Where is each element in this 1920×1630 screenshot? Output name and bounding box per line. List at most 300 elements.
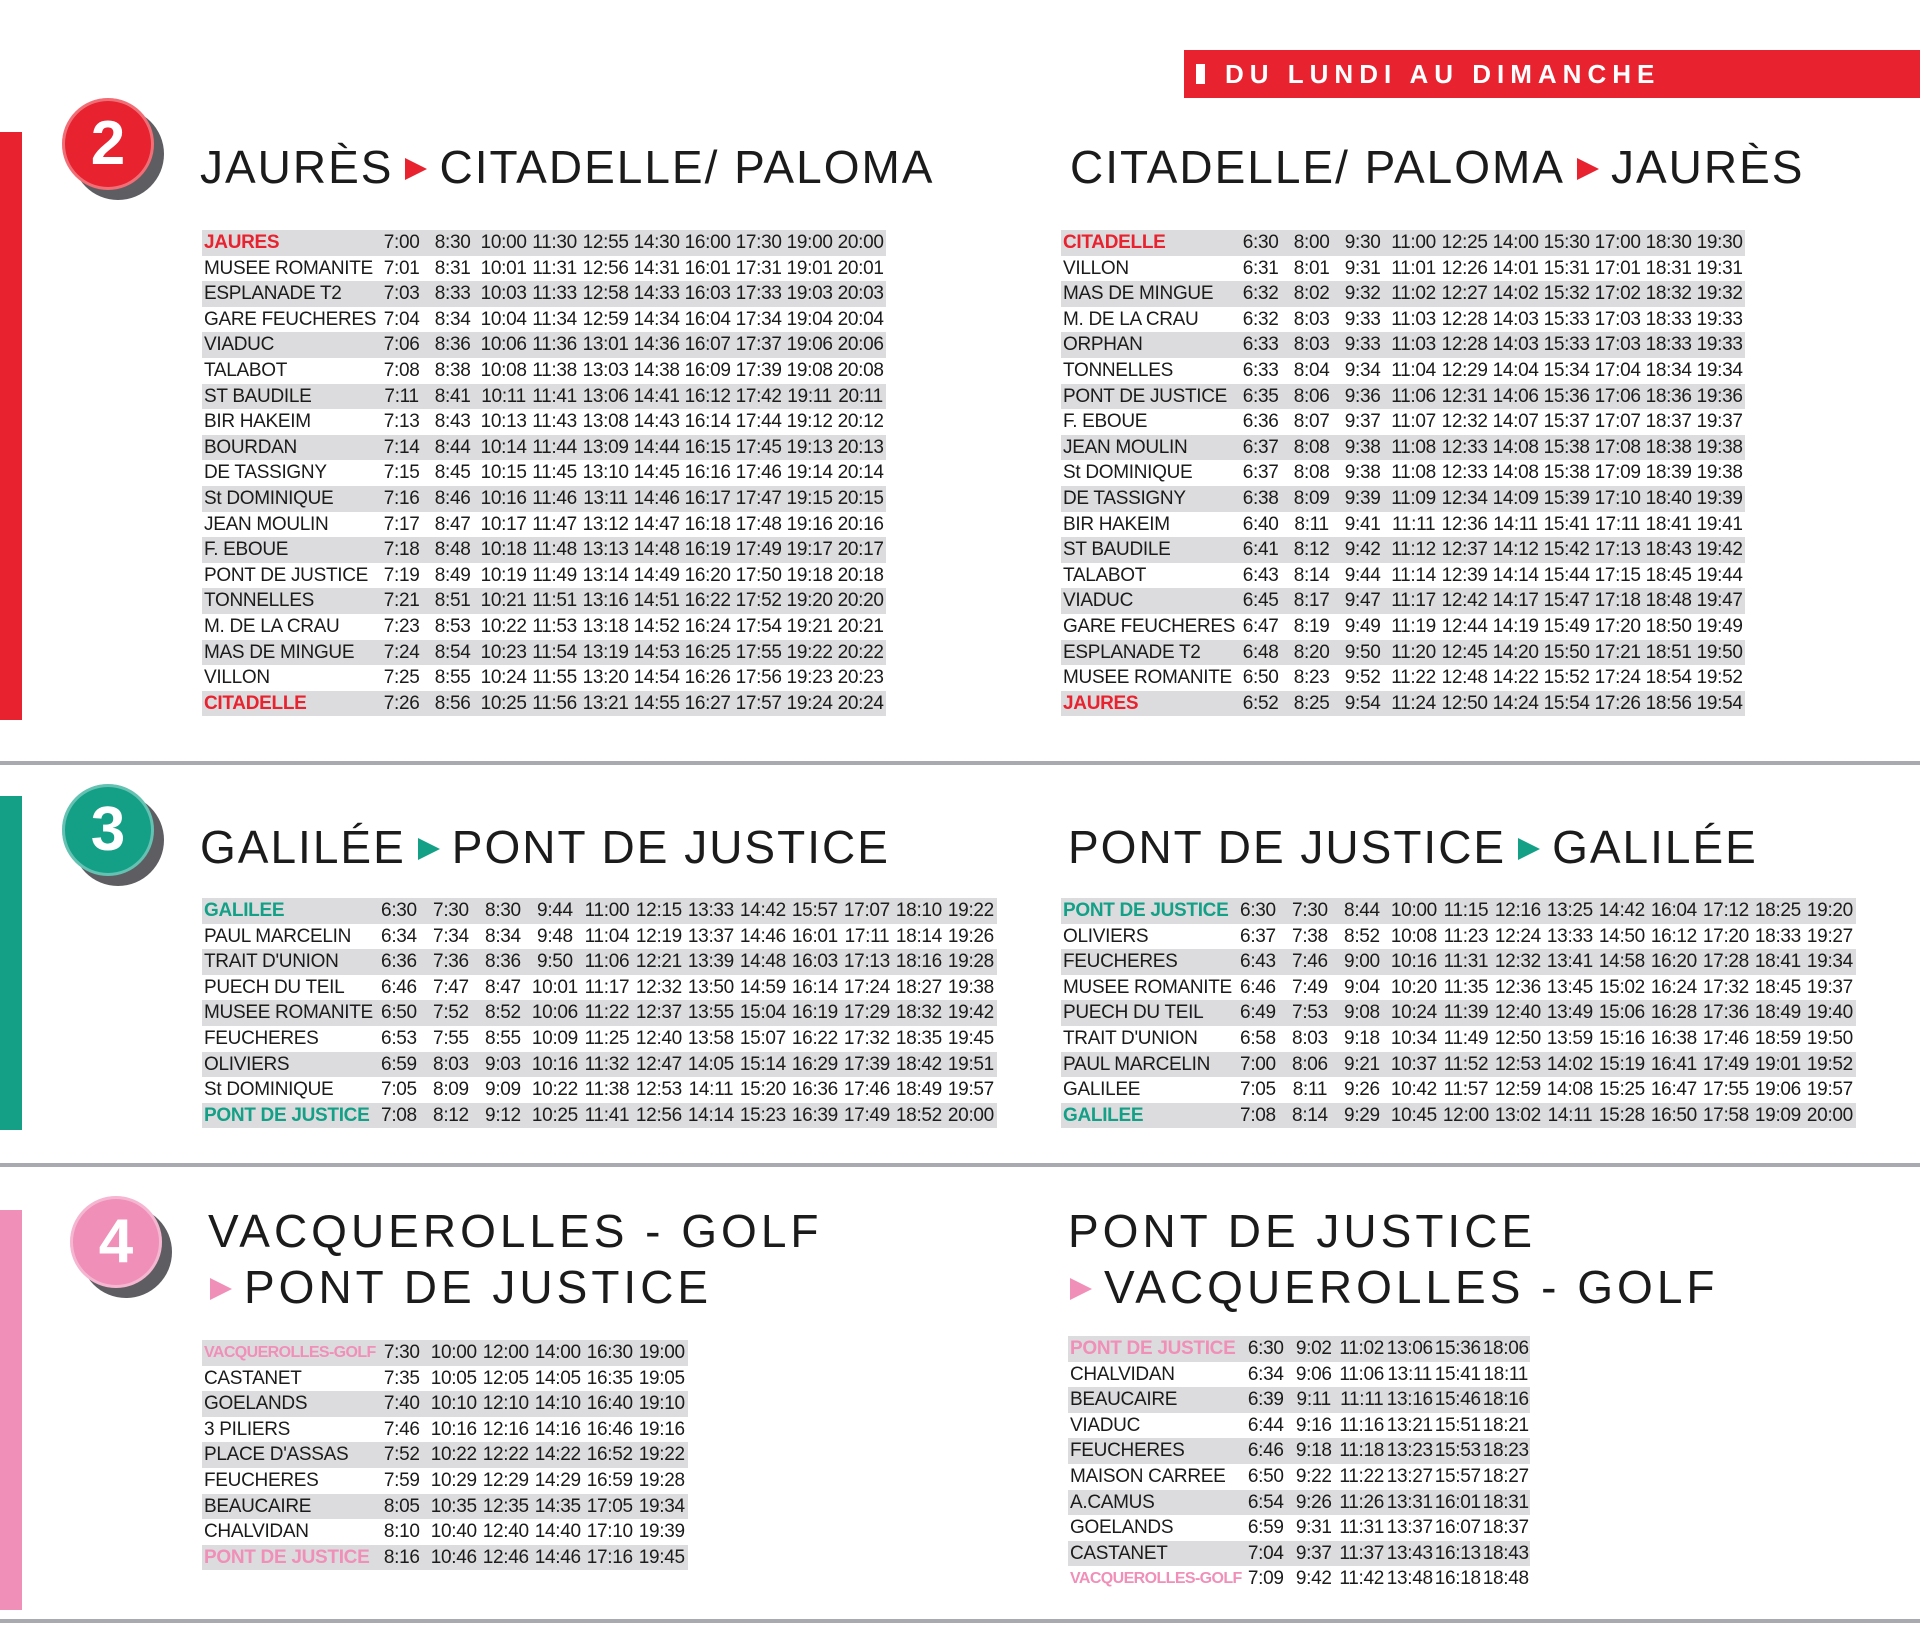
departure-time: 11:55 xyxy=(529,665,580,691)
departure-time: 17:11 xyxy=(841,924,893,950)
departure-time: 13:01 xyxy=(580,332,631,358)
table-row xyxy=(202,537,886,563)
departure-time: 11:07 xyxy=(1388,409,1439,435)
table-row xyxy=(202,614,886,640)
departure-time: 7:01 xyxy=(376,256,427,282)
departure-time: 8:44 xyxy=(1336,898,1388,924)
route-title xyxy=(1068,1204,1719,1314)
table-row xyxy=(1068,1515,1530,1541)
departure-time: 19:36 xyxy=(1694,384,1745,410)
departure-time: 14:46 xyxy=(631,486,682,512)
departure-time: 9:37 xyxy=(1290,1541,1338,1567)
departure-time: 8:04 xyxy=(1286,358,1337,384)
departure-time: 16:14 xyxy=(789,975,841,1001)
stop-name: CITADELLE xyxy=(1061,230,1235,256)
direction-arrow-icon xyxy=(210,1278,232,1300)
departure-time: 14:46 xyxy=(532,1545,584,1571)
departure-time: 12:56 xyxy=(580,256,631,282)
departure-time: 15:36 xyxy=(1434,1336,1482,1362)
departure-time: 9:32 xyxy=(1337,281,1388,307)
departure-time: 17:13 xyxy=(1592,537,1643,563)
departure-time: 9:31 xyxy=(1337,256,1388,282)
departure-time: 20:22 xyxy=(835,640,886,666)
departure-time: 14:54 xyxy=(631,665,682,691)
departure-time: 16:18 xyxy=(1434,1566,1482,1592)
departure-time: 6:59 xyxy=(1242,1515,1290,1541)
departure-time: 10:21 xyxy=(478,588,529,614)
departure-time: 11:57 xyxy=(1440,1077,1492,1103)
table-row xyxy=(202,230,886,256)
departure-time: 12:46 xyxy=(480,1545,532,1571)
departure-time: 13:25 xyxy=(1544,898,1596,924)
departure-time: 14:30 xyxy=(631,230,682,256)
departure-time: 14:49 xyxy=(631,563,682,589)
table-row xyxy=(1061,1026,1856,1052)
table-row xyxy=(1061,1077,1856,1103)
stop-name: TALABOT xyxy=(1061,563,1235,589)
departure-time: 17:57 xyxy=(733,691,784,717)
departure-time: 16:01 xyxy=(789,924,841,950)
departure-time: 19:52 xyxy=(1694,665,1745,691)
departure-time: 11:54 xyxy=(529,640,580,666)
departure-time: 17:04 xyxy=(1592,358,1643,384)
departure-time: 18:59 xyxy=(1752,1026,1804,1052)
departure-time: 6:53 xyxy=(373,1026,425,1052)
departure-time: 18:37 xyxy=(1482,1515,1530,1541)
departure-time: 6:37 xyxy=(1232,924,1284,950)
departure-time: 19:42 xyxy=(945,1000,997,1026)
departure-time: 20:18 xyxy=(835,563,886,589)
departure-time: 10:09 xyxy=(529,1026,581,1052)
departure-time: 16:38 xyxy=(1648,1026,1700,1052)
direction-arrow-icon xyxy=(418,838,440,860)
departure-time: 12:19 xyxy=(633,924,685,950)
departure-time: 18:49 xyxy=(1752,1000,1804,1026)
table-row xyxy=(202,1340,688,1366)
stop-name: F. EBOUE xyxy=(202,537,376,563)
departure-time: 17:12 xyxy=(1700,898,1752,924)
departure-time: 17:32 xyxy=(841,1026,893,1052)
stop-name: M. DE LA CRAU xyxy=(1061,307,1235,333)
departure-time: 14:05 xyxy=(685,1052,737,1078)
departure-time: 8:52 xyxy=(1336,924,1388,950)
departure-time: 19:05 xyxy=(636,1366,688,1392)
departure-time: 7:47 xyxy=(425,975,477,1001)
departure-time: 18:40 xyxy=(1643,486,1694,512)
departure-time: 17:31 xyxy=(733,256,784,282)
departure-time: 12:28 xyxy=(1439,307,1490,333)
departure-time: 13:08 xyxy=(580,409,631,435)
table-row xyxy=(1068,1387,1530,1413)
route-origin: GALILÉE xyxy=(200,821,406,873)
departure-time: 8:47 xyxy=(427,512,478,538)
departure-time: 9:39 xyxy=(1337,486,1388,512)
departure-time: 7:09 xyxy=(1242,1566,1290,1592)
departure-time: 11:02 xyxy=(1338,1336,1386,1362)
departure-time: 7:21 xyxy=(376,588,427,614)
departure-time: 17:28 xyxy=(1700,949,1752,975)
departure-time: 6:35 xyxy=(1235,384,1286,410)
departure-time: 17:13 xyxy=(841,949,893,975)
departure-time: 16:00 xyxy=(682,230,733,256)
departure-time: 13:14 xyxy=(580,563,631,589)
table-row xyxy=(202,281,886,307)
table-row xyxy=(1061,409,1745,435)
departure-time: 13:16 xyxy=(1386,1387,1434,1413)
departure-time: 19:38 xyxy=(1694,435,1745,461)
departure-time: 13:39 xyxy=(685,949,737,975)
table-row xyxy=(1061,975,1856,1001)
departure-time: 10:15 xyxy=(478,460,529,486)
table-row xyxy=(1061,384,1745,410)
departure-time: 6:30 xyxy=(1235,230,1286,256)
departure-time: 12:16 xyxy=(1492,898,1544,924)
departure-time: 8:38 xyxy=(427,358,478,384)
departure-time: 6:32 xyxy=(1235,307,1286,333)
departure-time: 17:45 xyxy=(733,435,784,461)
departure-time: 7:40 xyxy=(376,1391,428,1417)
departure-time: 8:03 xyxy=(1284,1026,1336,1052)
table-row xyxy=(1061,665,1745,691)
departure-time: 9:12 xyxy=(477,1103,529,1129)
departure-time: 10:19 xyxy=(478,563,529,589)
departure-time: 19:45 xyxy=(636,1545,688,1571)
departure-time: 7:34 xyxy=(425,924,477,950)
line-4-badge xyxy=(70,1196,162,1288)
departure-time: 9:48 xyxy=(529,924,581,950)
departure-time: 19:23 xyxy=(784,665,835,691)
departure-time: 7:26 xyxy=(376,691,427,717)
table-row xyxy=(1068,1438,1530,1464)
stop-name: TRAIT D'UNION xyxy=(1061,1026,1232,1052)
departure-time: 8:12 xyxy=(425,1103,477,1129)
table-row xyxy=(202,332,886,358)
departure-time: 16:30 xyxy=(584,1340,636,1366)
departure-time: 6:40 xyxy=(1235,512,1286,538)
departure-time: 15:42 xyxy=(1541,537,1592,563)
departure-time: 7:52 xyxy=(376,1442,428,1468)
departure-time: 16:07 xyxy=(1434,1515,1482,1541)
departure-time: 14:07 xyxy=(1490,409,1541,435)
table-row xyxy=(1061,1052,1856,1078)
departure-time: 19:20 xyxy=(784,588,835,614)
departure-time: 9:31 xyxy=(1290,1515,1338,1541)
departure-time: 14:41 xyxy=(631,384,682,410)
departure-time: 13:12 xyxy=(580,512,631,538)
departure-time: 19:37 xyxy=(1804,975,1856,1001)
departure-time: 9:33 xyxy=(1337,307,1388,333)
departure-time: 12:22 xyxy=(480,1442,532,1468)
departure-time: 18:16 xyxy=(1482,1387,1530,1413)
stop-name: PAUL MARCELIN xyxy=(202,924,373,950)
departure-time: 10:05 xyxy=(428,1366,480,1392)
departure-time: 10:08 xyxy=(478,358,529,384)
departure-time: 17:46 xyxy=(1700,1026,1752,1052)
departure-time: 16:17 xyxy=(682,486,733,512)
table-row xyxy=(202,409,886,435)
departure-time: 14:42 xyxy=(1596,898,1648,924)
departure-time: 16:15 xyxy=(682,435,733,461)
departure-time: 10:06 xyxy=(529,1000,581,1026)
departure-time: 8:19 xyxy=(1286,614,1337,640)
departure-time: 16:24 xyxy=(1648,975,1700,1001)
departure-time: 17:49 xyxy=(733,537,784,563)
table-row xyxy=(1061,949,1856,975)
departure-time: 16:16 xyxy=(682,460,733,486)
departure-time: 19:57 xyxy=(1804,1077,1856,1103)
departure-time: 6:47 xyxy=(1235,614,1286,640)
departure-time: 14:06 xyxy=(1490,384,1541,410)
departure-time: 19:41 xyxy=(1694,512,1745,538)
departure-time: 14:20 xyxy=(1490,640,1541,666)
table-row xyxy=(202,1366,688,1392)
departure-time: 15:51 xyxy=(1434,1413,1482,1439)
departure-time: 10:18 xyxy=(478,537,529,563)
table-row xyxy=(202,307,886,333)
departure-time: 6:33 xyxy=(1235,332,1286,358)
stop-name: JAURES xyxy=(202,230,376,256)
stop-name: JEAN MOULIN xyxy=(1061,435,1235,461)
route-origin: PONT DE JUSTICE xyxy=(1068,1205,1537,1257)
departure-time: 12:33 xyxy=(1439,460,1490,486)
departure-time: 19:34 xyxy=(1694,358,1745,384)
table-row xyxy=(202,1103,997,1129)
departure-time: 11:42 xyxy=(1338,1566,1386,1592)
departure-time: 10:16 xyxy=(529,1052,581,1078)
line-3-color-bar xyxy=(0,796,22,1130)
departure-time: 10:24 xyxy=(478,665,529,691)
departure-time: 8:53 xyxy=(427,614,478,640)
departure-time: 7:08 xyxy=(373,1103,425,1129)
departure-time: 11:06 xyxy=(1338,1362,1386,1388)
stop-name: St DOMINIQUE xyxy=(202,1077,373,1103)
departure-time: 11:04 xyxy=(581,924,633,950)
departure-time: 12:16 xyxy=(480,1417,532,1443)
departure-time: 18:34 xyxy=(1643,358,1694,384)
route-origin: VACQUEROLLES - GOLF xyxy=(208,1205,823,1257)
departure-time: 13:11 xyxy=(1386,1362,1434,1388)
departure-time: 7:49 xyxy=(1284,975,1336,1001)
table-row xyxy=(202,358,886,384)
departure-time: 18:51 xyxy=(1643,640,1694,666)
departure-time: 20:12 xyxy=(835,409,886,435)
departure-time: 20:04 xyxy=(835,307,886,333)
table-row xyxy=(202,1494,688,1520)
departure-time: 13:45 xyxy=(1544,975,1596,1001)
departure-time: 19:34 xyxy=(636,1494,688,1520)
departure-time: 14:48 xyxy=(737,949,789,975)
departure-time: 12:37 xyxy=(1439,537,1490,563)
departure-time: 11:30 xyxy=(529,230,580,256)
departure-time: 13:27 xyxy=(1386,1464,1434,1490)
departure-time: 9:37 xyxy=(1337,409,1388,435)
departure-time: 17:20 xyxy=(1700,924,1752,950)
departure-time: 10:45 xyxy=(1388,1103,1440,1129)
departure-time: 9:38 xyxy=(1337,435,1388,461)
departure-time: 13:55 xyxy=(685,1000,737,1026)
stop-name: BIR HAKEIM xyxy=(1061,512,1235,538)
departure-time: 8:16 xyxy=(376,1545,428,1571)
departure-time: 19:50 xyxy=(1694,640,1745,666)
departure-time: 9:26 xyxy=(1336,1077,1388,1103)
stop-name: VIADUC xyxy=(1068,1413,1242,1439)
departure-time: 14:52 xyxy=(631,614,682,640)
departure-time: 12:25 xyxy=(1439,230,1490,256)
stop-name: PAUL MARCELIN xyxy=(1061,1052,1232,1078)
departure-time: 9:41 xyxy=(1337,512,1388,538)
table-row xyxy=(202,1026,997,1052)
departure-time: 18:10 xyxy=(893,898,945,924)
departure-time: 19:42 xyxy=(1694,537,1745,563)
departure-time: 19:26 xyxy=(945,924,997,950)
departure-time: 9:52 xyxy=(1337,665,1388,691)
departure-time: 7:35 xyxy=(376,1366,428,1392)
stop-name: ESPLANADE T2 xyxy=(1061,640,1235,666)
departure-time: 11:11 xyxy=(1388,512,1439,538)
departure-time: 7:38 xyxy=(1284,924,1336,950)
table-row xyxy=(1061,230,1745,256)
stop-name: GALILEE xyxy=(1061,1103,1232,1129)
departure-time: 15:23 xyxy=(737,1103,789,1129)
departure-time: 7:08 xyxy=(1232,1103,1284,1129)
table-row xyxy=(202,563,886,589)
departure-time: 18:39 xyxy=(1643,460,1694,486)
departure-time: 14:02 xyxy=(1544,1052,1596,1078)
departure-time: 17:46 xyxy=(841,1077,893,1103)
departure-time: 17:09 xyxy=(1592,460,1643,486)
departure-time: 10:16 xyxy=(478,486,529,512)
departure-time: 17:08 xyxy=(1592,435,1643,461)
departure-time: 10:40 xyxy=(428,1519,480,1545)
departure-time: 19:22 xyxy=(945,898,997,924)
departure-time: 18:49 xyxy=(893,1077,945,1103)
departure-time: 18:21 xyxy=(1482,1413,1530,1439)
departure-time: 17:05 xyxy=(584,1494,636,1520)
departure-time: 14:50 xyxy=(1596,924,1648,950)
line-number: 4 xyxy=(70,1196,162,1288)
departure-time: 19:16 xyxy=(784,512,835,538)
departure-time: 14:14 xyxy=(1490,563,1541,589)
departure-time: 14:02 xyxy=(1490,281,1541,307)
departure-time: 12:32 xyxy=(633,975,685,1001)
table-row xyxy=(202,665,886,691)
departure-time: 6:48 xyxy=(1235,640,1286,666)
departure-time: 11:36 xyxy=(529,332,580,358)
departure-time: 6:50 xyxy=(1242,1464,1290,1490)
route-title xyxy=(200,820,890,874)
departure-time: 17:55 xyxy=(733,640,784,666)
line-3-badge xyxy=(62,784,154,876)
departure-time: 9:34 xyxy=(1337,358,1388,384)
departure-time: 7:04 xyxy=(376,307,427,333)
departure-time: 8:43 xyxy=(427,409,478,435)
departure-time: 16:59 xyxy=(584,1468,636,1494)
departure-time: 10:22 xyxy=(428,1442,480,1468)
departure-time: 10:25 xyxy=(478,691,529,717)
departure-time: 11:18 xyxy=(1338,1438,1386,1464)
table-row xyxy=(1068,1464,1530,1490)
departure-time: 18:25 xyxy=(1752,898,1804,924)
table-row xyxy=(1061,358,1745,384)
direction-arrow-icon xyxy=(1518,838,1540,860)
departure-time: 19:33 xyxy=(1694,307,1745,333)
departure-time: 19:20 xyxy=(1804,898,1856,924)
departure-time: 18:36 xyxy=(1643,384,1694,410)
departure-time: 11:03 xyxy=(1388,332,1439,358)
stop-name: PONT DE JUSTICE xyxy=(202,1545,376,1571)
departure-time: 6:37 xyxy=(1235,460,1286,486)
departure-time: 12:40 xyxy=(1492,1000,1544,1026)
departure-time: 18:35 xyxy=(893,1026,945,1052)
departure-time: 14:45 xyxy=(631,460,682,486)
departure-time: 8:00 xyxy=(1286,230,1337,256)
departure-time: 14:31 xyxy=(631,256,682,282)
departure-time: 11:39 xyxy=(1440,1000,1492,1026)
departure-time: 9:18 xyxy=(1336,1026,1388,1052)
departure-time: 15:57 xyxy=(789,898,841,924)
departure-time: 10:20 xyxy=(1388,975,1440,1001)
departure-time: 16:20 xyxy=(1648,949,1700,975)
departure-time: 9:21 xyxy=(1336,1052,1388,1078)
departure-time: 8:25 xyxy=(1286,691,1337,717)
departure-time: 11:35 xyxy=(1440,975,1492,1001)
departure-time: 19:27 xyxy=(1804,924,1856,950)
departure-time: 8:06 xyxy=(1286,384,1337,410)
departure-time: 14:04 xyxy=(1490,358,1541,384)
stop-name: PUECH DU TEIL xyxy=(1061,1000,1232,1026)
stop-name: GOELANDS xyxy=(202,1391,376,1417)
departure-time: 17:48 xyxy=(733,512,784,538)
departure-time: 17:03 xyxy=(1592,307,1643,333)
departure-time: 14:47 xyxy=(631,512,682,538)
departure-time: 18:48 xyxy=(1482,1566,1530,1592)
stop-name: MUSEE ROMANITE xyxy=(1061,975,1232,1001)
departure-time: 15:41 xyxy=(1434,1362,1482,1388)
line-4-color-bar xyxy=(0,1210,22,1610)
departure-time: 18:31 xyxy=(1643,256,1694,282)
departure-time: 19:08 xyxy=(784,358,835,384)
departure-time: 17:10 xyxy=(1592,486,1643,512)
departure-time: 13:09 xyxy=(580,435,631,461)
route-destination: JAURÈS xyxy=(1611,141,1805,193)
departure-time: 19:39 xyxy=(636,1519,688,1545)
departure-time: 11:31 xyxy=(1440,949,1492,975)
departure-time: 8:03 xyxy=(1286,307,1337,333)
stop-name: TALABOT xyxy=(202,358,376,384)
departure-time: 10:35 xyxy=(428,1494,480,1520)
departure-time: 6:32 xyxy=(1235,281,1286,307)
departure-time: 9:08 xyxy=(1336,1000,1388,1026)
departure-time: 18:14 xyxy=(893,924,945,950)
departure-time: 19:54 xyxy=(1694,691,1745,717)
departure-time: 7:16 xyxy=(376,486,427,512)
departure-time: 16:35 xyxy=(584,1366,636,1392)
departure-time: 17:07 xyxy=(841,898,893,924)
departure-time: 17:49 xyxy=(841,1103,893,1129)
departure-time: 11:26 xyxy=(1338,1490,1386,1516)
departure-time: 17:34 xyxy=(733,307,784,333)
departure-time: 19:18 xyxy=(784,563,835,589)
departure-time: 17:24 xyxy=(1592,665,1643,691)
departure-time: 18:45 xyxy=(1752,975,1804,1001)
departure-time: 12:27 xyxy=(1439,281,1490,307)
stop-name: PONT DE JUSTICE xyxy=(1061,384,1235,410)
departure-time: 15:50 xyxy=(1541,640,1592,666)
departure-time: 12:29 xyxy=(1439,358,1490,384)
departure-time: 6:50 xyxy=(1235,665,1286,691)
departure-time: 12:36 xyxy=(1439,512,1490,538)
stop-name: GARE FEUCHERES xyxy=(202,307,376,333)
